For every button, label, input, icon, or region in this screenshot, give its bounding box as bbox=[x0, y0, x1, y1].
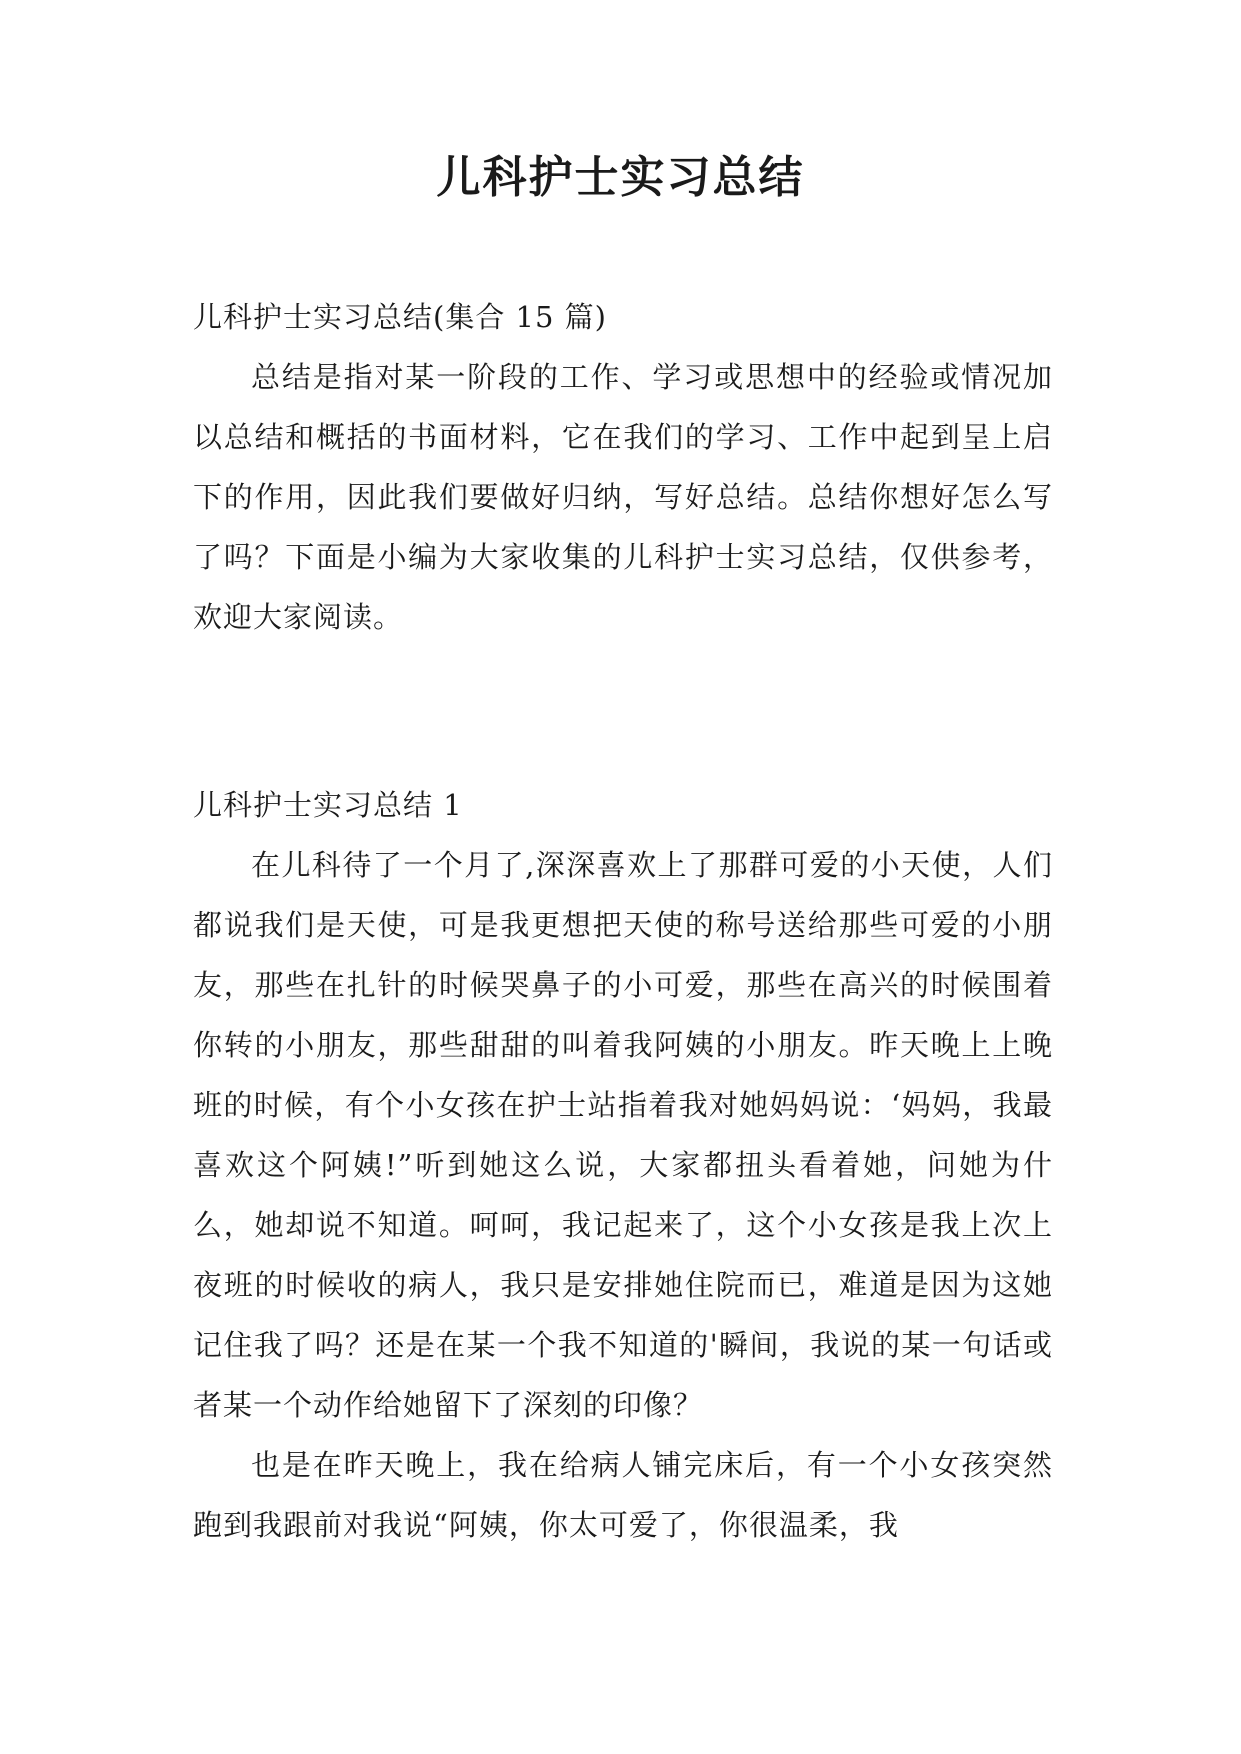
document-subtitle: 儿科护士实习总结(集合 15 篇) bbox=[193, 300, 607, 334]
section-paragraph: 在儿科待了一个月了,深深喜欢上了那群可爱的小天使，人们都说我们是天使，可是我更想把天使的称号送给那些可爱的小朋友，那些在扎针的时候哭鼻子的小可爱，那些在高兴的时候围着你转的小朋友，那些甜甜的叫着我阿姨的小朋友。昨天晚上上晚班的时候，有个小女孩在护士站指着我对她妈妈说：‘妈妈，我最喜欢这个阿姨!”听到她这么说，大家都扭头看着她，问她为什么，她却说不知道。呵呵，我记起来了，这个小女孩是我上次上夜班的时候收的病人，我只是安排她住院而已，难道是因为这她记住我了吗？还是在某一个我不知道的'瞬间，我说的某一句话或者某一个动作给她留下了深刻的印像？ bbox=[193, 848, 1053, 1422]
section-heading: 儿科护士实习总结 1 bbox=[193, 788, 463, 822]
document-title: 儿科护士实习总结 bbox=[436, 152, 805, 203]
document-body bbox=[193, 287, 1053, 1555]
section-spacer bbox=[193, 647, 1053, 775]
section-paragraph: 也是在昨天晚上，我在给病人铺完床后，有一个小女孩突然跑到我跟前对我说“阿姨，你太可爱了，你很温柔，我 bbox=[193, 1448, 1053, 1542]
intro-paragraph: 总结是指对某一阶段的工作、学习或思想中的经验或情况加以总结和概括的书面材料，它在我们的学习、工作中起到呈上启下的作用，因此我们要做好归纳，写好总结。总结你想好怎么写了吗？下面是小编为大家收集的儿科护士实习总结，仅供参考，欢迎大家阅读。 bbox=[193, 360, 1053, 634]
